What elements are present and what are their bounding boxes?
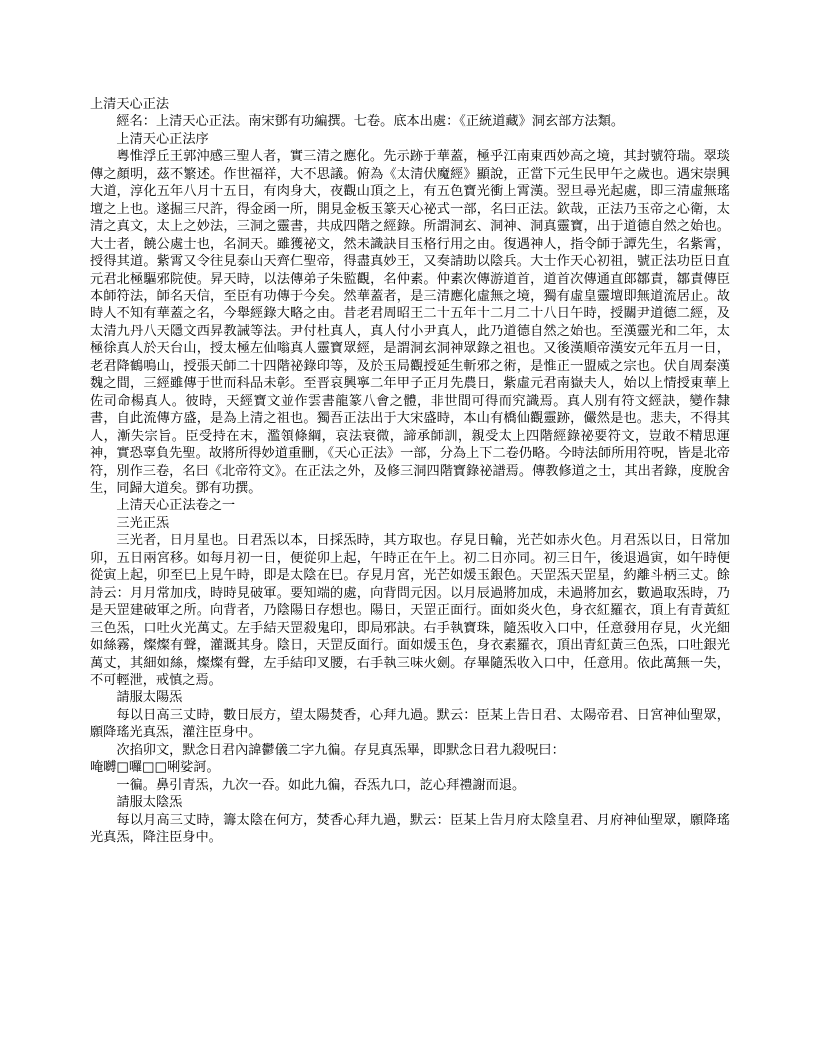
document-title: 上清天心正法: [90, 97, 170, 112]
volume-one-heading: 上清天心正法卷之一: [116, 498, 236, 514]
scripture-metadata-line: 經名：上清天心正法。南宋鄧有功編撰。七卷。底本出處：《正統道藏》洞玄部方法類。: [116, 114, 625, 130]
document-text-body: [90, 96, 730, 846]
ritual-body-taiyin-invocation: 每以月高三丈時，籌太陰在何方，焚香心拜九過，默云：臣某上告月府太陰皇君、月府神仙聖眾，願降瑤光真炁，降注臣身中。: [90, 812, 730, 846]
ritual-body-taiyang-mantra-intro: 次掐卯文，默念日君內諱鬱儀二字九徧。存見真炁畢，即默念日君九殺呪曰：: [116, 742, 565, 758]
preface-body-paragraph: 粵惟浮丘王郭沖感三聖人者，實三清之應化。先示跡于華蓋，極乎江南東西妙高之境，其封號符瑞。翠琰傳之顏明，茲不繁述。作世福祥，大不思議。俯為《太清伏魔經》顯說，正當下元生民甲午之歲也。遇宋崇興大道，淳化五年八月十五日，有肉身大，夜觀山頂之上，有五色寶光衝上霄漢。翌旦尋光起處，即三清虛無瑤壇之上也。遂掘三尺許，得金函一所，開見金板玉篆天心祕式一部，名曰正法。欽哉，正法乃玉帝之心衛，太清之真文，太上之妙法，三洞之靈書，共成四階之經錄。所謂洞玄、洞神、洞真靈寶，出于道德自然之始也。大士者，饒公處士也，名洞天。雖獲祕文，然未識訣目玉格行用之由。復遇神人，指令師于譚先生，名紫霄，授得其道。紫霄又令往見泰山天齊仁聖帝，得盡真妙王，又奏請助以陰兵。大士作天心初祖，號正法功臣日直元君北極驅邪院使。昇天時，以法傳弟子朱監觀，名仲素。仲素次傳游道首，道首次傳通直郎鄒責，鄒責傳臣本師符法，師名天信，至臣有功傳于今矣。然華蓋者，是三清應化虛無之境，獨有虛皇靈壇即無道流居止。故時人不知有華蓋之名，今舉經錄大略之由。昔老君周昭王二十五年十二月二十八日午時，授關尹道德二經，及太清九丹八天隱文西昇教誡等法。尹付杜真人，真人付小尹真人，此乃道德自然之始也。至漢靈光和二年，太極徐真人於天台山，授太極左仙嗡真人靈寶眾經，是謂洞玄洞神眾錄之祖也。又後漢順帝漢安元年五月一日，老君降鶴鳴山，授張天師二十四階祕錄印等，及於玉局觀授延生斬邪之術，是惟正一盟威之宗也。伏自周秦漢魏之間，三經雖傳于世而科品未彰。至晋哀興寧二年甲子正月先農日，紫虛元君南嶽夫人，始以上情授東華上佐司命楊真人。彼時，天經寶文並作雲書龍篆八會之體，非世間可得而究識焉。真人別有符文經訣，變作隸書，自此流傳方盛，是為上清之祖也。獨吾正法出于大宋盛時，本山有橋仙觀靈跡，儼然是也。悲夫，不得其人，漸失宗旨。臣受持在末，濫領條綱，哀法衰微，諦承師訓，親受太上四階經錄祕要符文，豈敢不精思運神，實恐辜負先聖。故將所得妙道重刪，《天心正法》一部，分為上下二卷仍略。今時法師所用符呪，皆是北帝符，別作三卷，名曰《北帝符文》。在正法之外，及修三洞四階寶錄祕譜焉。傳教修道之士，其出者錄，度脫舍生，同歸大道矣。鄧有功撰。: [90, 149, 730, 496]
preface-heading: 上清天心正法序: [116, 131, 209, 147]
ritual-mantra-taiyang: 唵嚩□囉□□唎娑訶。: [90, 760, 220, 776]
ritual-heading-qingfu-taiyang-qi: 請服太陽炁: [116, 690, 183, 706]
ritual-body-taiyang-invocation: 每以日高三丈時，數日辰方，望太陽焚香，心拜九過。默云：臣某上告日君、太陽帝君、日宮神仙聖眾，願降瑤光真炁，灌注臣身中。: [90, 707, 730, 741]
ritual-heading-qingfu-taiyin-qi: 請服太陰炁: [116, 795, 183, 811]
section-heading-sanguang-zhengqi: 三光正炁: [116, 515, 170, 531]
section-body-sanguang-zhengqi: 三光者，日月星也。日君炁以本，日採炁時，其方取也。存見日輪，光芒如赤火色。月君炁以日，日常加卯，五日兩宮移。如每月初一日，便從卯上起，午時正在午上。初二日亦同。初三日午，後退過寅，如午時便從寅上起，卯至巳上見午時，即是太陰在巳。存見月宮，光芒如煖玉銀色。天罡炁天罡星，約離斗柄三丈。餘詩云：月月常加戌，時時見破軍。要知端的處，向背問元因。以月辰過將加成，未過將加玄，數過取炁時，乃是天罡建破軍之所。向背者，乃陰陽日存想也。陽日，天罡正面行。面如炎火色，身衣紅羅衣，頂上有青黃紅三色炁，口吐火光萬丈。左手結天罡殺鬼印，即局邪訣。右手執寶珠，隨炁收入口中，任意發用存見，火光細如絲霧，燦燦有聲，灌溉其身。陰日，天罡反面行。面如煖玉色，身衣素羅衣，頂出青紅黃三色炁，口吐銀光萬丈，其細如絲，燦燦有聲，左手結印叉腰，右手執三味火劍。存畢隨炁收入口中，任意用。依此萬無一失，不可輕泄，戒慎之焉。: [90, 533, 730, 688]
ritual-body-taiyang-breath-method: 一徧。鼻引青炁，九次一吞。如此九徧，吞炁九口，訖心拜禮謝而退。: [116, 777, 526, 793]
